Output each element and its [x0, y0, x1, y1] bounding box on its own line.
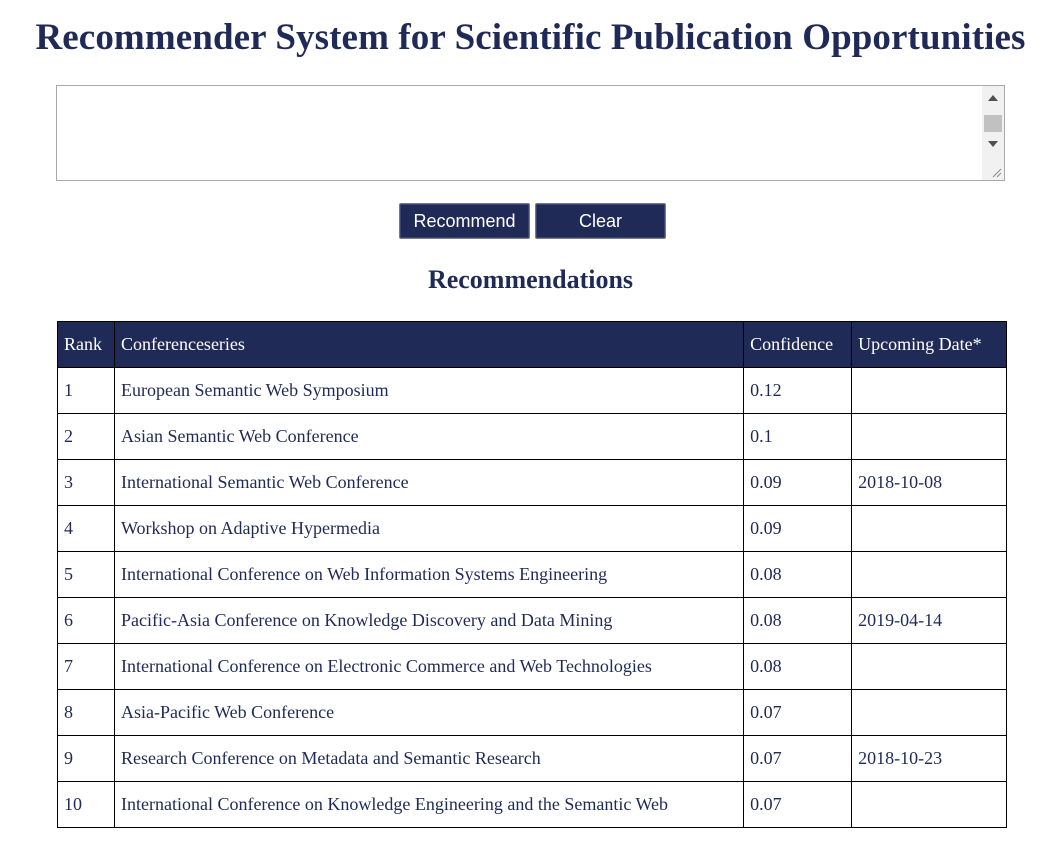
date-cell: 2018-10-08 — [852, 460, 1007, 506]
rank-cell: 6 — [58, 598, 115, 644]
recommendations-table — [57, 321, 1007, 828]
rank-cell: 5 — [58, 552, 115, 598]
resize-grip-icon[interactable] — [990, 166, 1002, 178]
abstract-textarea[interactable] — [56, 85, 1005, 181]
confidence-cell: 0.08 — [744, 598, 852, 644]
confidence-cell: 0.12 — [744, 368, 852, 414]
rank-cell: 4 — [58, 506, 115, 552]
abstract-text — [60, 85, 984, 181]
series-cell: Workshop on Adaptive Hypermedia — [114, 506, 743, 552]
series-cell: International Conference on Web Information Systems Engineering — [114, 552, 743, 598]
rank-cell: 2 — [58, 414, 115, 460]
confidence-cell: 0.09 — [744, 506, 852, 552]
table-row — [58, 460, 1007, 506]
date-cell — [852, 690, 1007, 736]
rank-cell: 3 — [58, 460, 115, 506]
rank-cell: 8 — [58, 690, 115, 736]
series-cell: Research Conference on Metadata and Semantic Research — [114, 736, 743, 782]
date-cell — [852, 506, 1007, 552]
table-row — [58, 782, 1007, 828]
header-conferenceseries: Conferenceseries — [114, 322, 743, 368]
header-upcoming-date: Upcoming Date* — [852, 322, 1007, 368]
date-cell: 2019-04-14 — [852, 598, 1007, 644]
scroll-thumb[interactable] — [984, 115, 1002, 132]
date-cell — [852, 644, 1007, 690]
table-row — [58, 552, 1007, 598]
confidence-cell: 0.09 — [744, 460, 852, 506]
page-title: Recommender System for Scientific Publication Opportunities — [35, 17, 1026, 58]
series-cell: International Conference on Knowledge Engineering and the Semantic Web — [114, 782, 743, 828]
recommend-button[interactable]: Recommend — [399, 203, 530, 239]
recommendations-heading: Recommendations — [427, 265, 634, 294]
header-rank: Rank — [58, 322, 115, 368]
table-row — [58, 368, 1007, 414]
confidence-cell: 0.07 — [744, 690, 852, 736]
scroll-down-icon[interactable] — [988, 141, 998, 147]
table-row — [58, 736, 1007, 782]
series-cell: Pacific-Asia Conference on Knowledge Discovery and Data Mining — [114, 598, 743, 644]
confidence-cell: 0.08 — [744, 644, 852, 690]
table-row — [58, 598, 1007, 644]
confidence-cell: 0.1 — [744, 414, 852, 460]
rank-cell: 10 — [58, 782, 115, 828]
scroll-up-icon[interactable] — [988, 95, 998, 101]
rank-cell: 7 — [58, 644, 115, 690]
abstract-line — [60, 120, 984, 143]
header-confidence: Confidence — [744, 322, 852, 368]
table-row — [58, 506, 1007, 552]
rank-cell: 1 — [58, 368, 115, 414]
series-cell: Asia-Pacific Web Conference — [114, 690, 743, 736]
confidence-cell: 0.08 — [744, 552, 852, 598]
series-cell: International Conference on Electronic Commerce and Web Technologies — [114, 644, 743, 690]
date-cell — [852, 552, 1007, 598]
clear-button[interactable]: Clear — [535, 203, 666, 239]
series-cell: Asian Semantic Web Conference — [114, 414, 743, 460]
table-row — [58, 644, 1007, 690]
table-header-row — [58, 322, 1007, 368]
date-cell — [852, 782, 1007, 828]
rank-cell: 9 — [58, 736, 115, 782]
series-cell: European Semantic Web Symposium — [114, 368, 743, 414]
date-cell: 2018-10-23 — [852, 736, 1007, 782]
confidence-cell: 0.07 — [744, 782, 852, 828]
table-row — [58, 690, 1007, 736]
date-cell — [852, 414, 1007, 460]
date-cell — [852, 368, 1007, 414]
confidence-cell: 0.07 — [744, 736, 852, 782]
series-cell: International Semantic Web Conference — [114, 460, 743, 506]
table-row — [58, 414, 1007, 460]
